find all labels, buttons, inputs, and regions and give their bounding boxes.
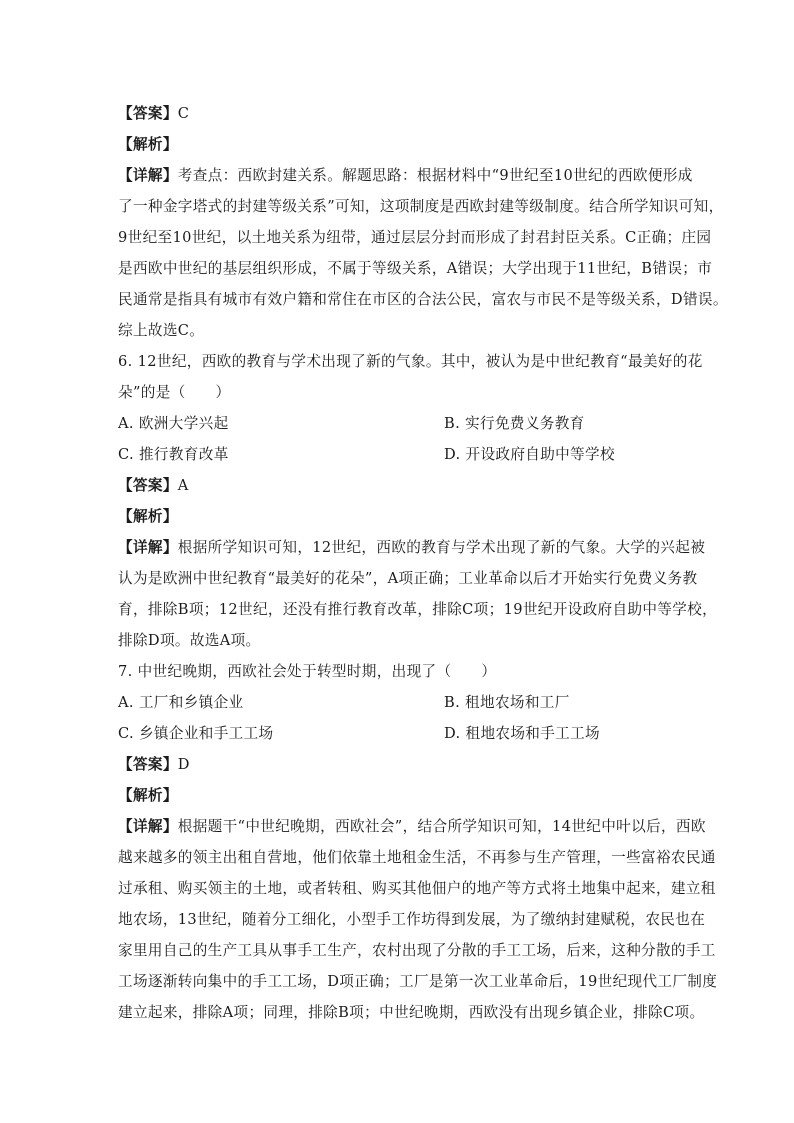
option-a: A. 欧洲大学兴起 [118, 415, 229, 432]
option-c: C. 乡镇企业和手工工场 [118, 725, 274, 742]
detail-line [118, 811, 706, 842]
paragraph-line: 越来越多的领主出租自营地，他们依靠土地租金生活，不再参与生产管理，一些富裕农民通 [118, 849, 716, 866]
answer-value: A [177, 477, 189, 494]
answer-label: 【答案】 [118, 105, 178, 122]
paragraph-line: 建立起来，排除A项；同理，排除B项；中世纪晚期，西欧没有出现乡镇企业，排除C项。 [118, 1004, 705, 1021]
detail-line [118, 160, 693, 191]
answer-value: C [177, 105, 190, 122]
detail-label: 【详解】 [118, 167, 178, 184]
option-c: C. 推行教育改革 [118, 446, 229, 463]
question-7-options-row-1 [118, 687, 678, 718]
paragraph-line: 育，排除B项；12世纪，还没有推行教育改革，排除C项；19世纪开设政府自助中等学校， [118, 601, 718, 618]
analysis-line [118, 780, 678, 811]
option-d: D. 租地农场和手工工场 [444, 725, 601, 742]
question-6-options-row-2 [118, 439, 678, 470]
detail-text: 考查点：西欧封建关系。解题思路：根据材料中“9世纪至10世纪的西欧便形成 [177, 167, 693, 184]
analysis-line [118, 129, 678, 160]
detail-text: 根据所学知识可知，12世纪，西欧的教育与学术出现了新的气象。大学的兴起被 [177, 539, 706, 556]
answer-line [118, 749, 678, 780]
question-6-stem: 6. 12世纪，西欧的教育与学术出现了新的气象。其中，被认为是中世纪教育“最美好的花 [118, 353, 703, 370]
option-d: D. 开设政府自助中等学校 [444, 446, 615, 463]
paragraph-line: 认为是欧洲中世纪教育“最美好的花朵”，A项正确；工业革命以后才开始实行免费义务教 [118, 570, 698, 587]
detail-line [118, 532, 706, 563]
paragraph-line: 过承租、购买领主的土地，或者转租、购买其他佃户的地产等方式将土地集中起来，建立租 [118, 880, 716, 897]
answer-line [118, 470, 678, 501]
paragraph-line: 综上故选C。 [118, 322, 205, 339]
paragraph-line: 排除D项。故选A项。 [118, 632, 261, 649]
paragraph-line: 了一种金字塔式的封建等级关系”可知，这项制度是西欧封建等级制度。结合所学知识可知， [118, 198, 724, 215]
paragraph-line: 民通常是指具有城市有效户籍和常住在市区的合法公民，富农与市民不是等级关系，D错误。 [118, 291, 728, 308]
paragraph-line: 是西欧中世纪的基层组织形成，不属于等级关系，A错误；大学出现于11世纪，B错误；市 [118, 260, 713, 277]
answer-line [118, 98, 678, 129]
question-6-stem-cont: 朵”的是（ ） [118, 384, 231, 401]
option-b: B. 租地农场和工厂 [444, 694, 570, 711]
question-7-stem: 7. 中世纪晚期，西欧社会处于转型时期，出现了（ ） [118, 663, 497, 680]
analysis-label: 【解析】 [118, 508, 178, 525]
question-6-options-row-1 [118, 408, 678, 439]
analysis-label: 【解析】 [118, 787, 178, 804]
question-7-options-row-2 [118, 718, 678, 749]
paragraph-line: 家里用自己的生产工具从事手工生产，农村出现了分散的手工工场，后来，这种分散的手工 [118, 942, 716, 959]
paragraph-line: 地农场，13世纪，随着分工细化，小型手工作坊得到发展，为了缴纳封建赋税，农民也在 [118, 911, 706, 928]
detail-label: 【详解】 [118, 539, 178, 556]
answer-value: D [177, 756, 190, 773]
detail-text: 根据题干“中世纪晚期，西欧社会”，结合所学知识可知，14世纪中叶以后，西欧 [177, 818, 706, 835]
paragraph-line: 工场逐渐转向集中的手工工场，D项正确；工厂是第一次工业革命后，19世纪现代工厂制度 [118, 973, 718, 990]
option-a: A. 工厂和乡镇企业 [118, 694, 244, 711]
analysis-label: 【解析】 [118, 136, 178, 153]
document-page [118, 98, 728, 1028]
option-b: B. 实行免费义务教育 [444, 415, 585, 432]
answer-label: 【答案】 [118, 477, 178, 494]
analysis-line [118, 501, 678, 532]
detail-label: 【详解】 [118, 818, 178, 835]
paragraph-line: 9世纪至10世纪，以土地关系为纽带，通过层层分封而形成了封君封臣关系。C正确；庄园 [118, 229, 712, 246]
answer-label: 【答案】 [118, 756, 178, 773]
